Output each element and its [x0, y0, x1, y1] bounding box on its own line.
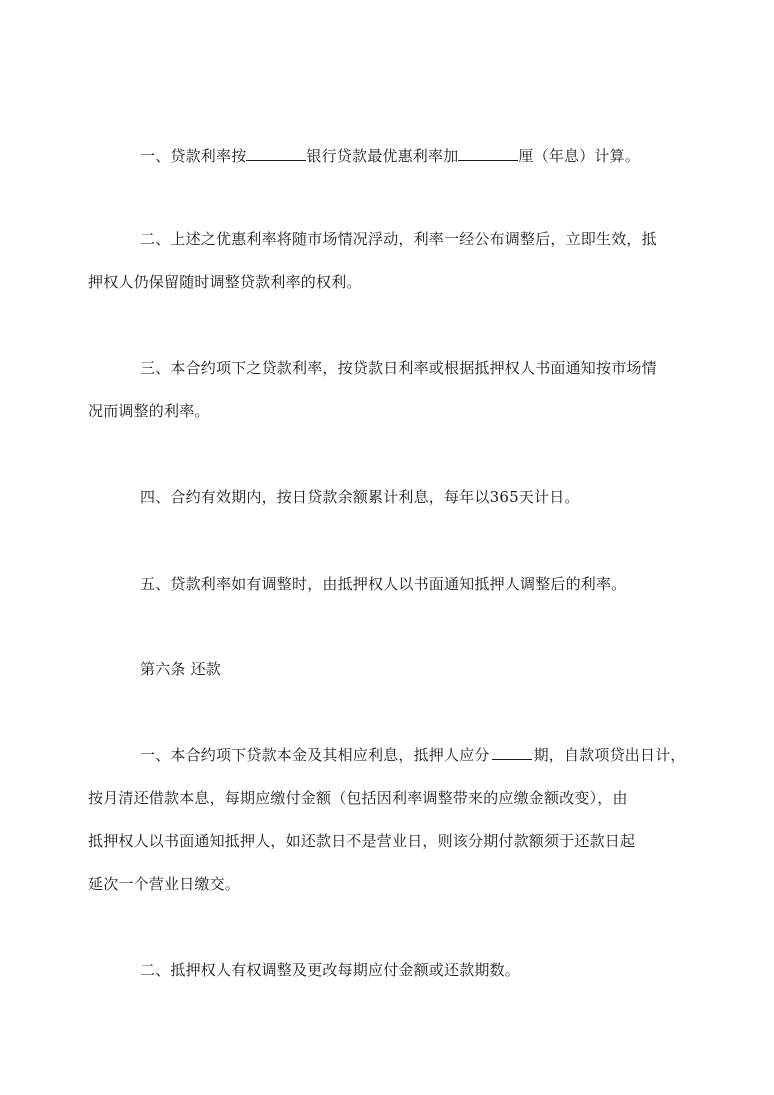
clause-loan-rate-line2: 况而调整的利率。	[88, 402, 210, 420]
repayment-clause-line2: 按月清还借款本息，每期应缴付金额（包括因利率调整带来的应缴金额改变），由	[88, 789, 628, 807]
clause-rate-adjustment: 五、贷款利率如有调整时，由抵押权人以书面通知抵押人调整后的利率。	[140, 575, 627, 593]
section-heading-repayment: 第六条 还款	[140, 660, 221, 678]
clause-text: 一、贷款利率按	[140, 147, 247, 165]
clause-floating-rate-line1: 二、上述之优惠利率将随市场情况浮动，利率一经公布调整后，立即生效，抵	[140, 230, 657, 248]
clause-text: 厘（年息）计算。	[518, 147, 641, 165]
clause-text: 期，自款项贷出日计，	[533, 746, 686, 764]
fill-in-blank-rate	[458, 146, 518, 161]
fill-in-blank-periods	[492, 745, 532, 760]
repayment-adjustment-clause: 二、抵押权人有权调整及更改每期应付金额或还款期数。	[140, 961, 521, 979]
clause-interest-accrual: 四、合约有效期内，按日贷款余额累计利息，每年以365天计日。	[140, 488, 580, 506]
clause-text: 一、本合约项下贷款本金及其相应利息，抵押人应分	[140, 746, 490, 764]
clause-interest-basis	[140, 146, 640, 166]
repayment-clause-line3: 抵押权人以书面通知抵押人，如还款日不是营业日，则该分期付款额须于还款日起	[88, 832, 636, 850]
clause-floating-rate-line2: 押权人仍保留随时调整贷款利率的权利。	[88, 273, 362, 291]
fill-in-blank-bank	[246, 146, 306, 161]
clause-text: 银行贷款最优惠利率加	[306, 147, 459, 165]
repayment-clause-line4: 延次一个营业日缴交。	[88, 875, 241, 893]
clause-loan-rate-line1: 三、本合约项下之贷款利率，按贷款日利率或根据抵押权人书面通知按市场情	[140, 359, 657, 377]
repayment-clause-line1	[140, 745, 686, 765]
